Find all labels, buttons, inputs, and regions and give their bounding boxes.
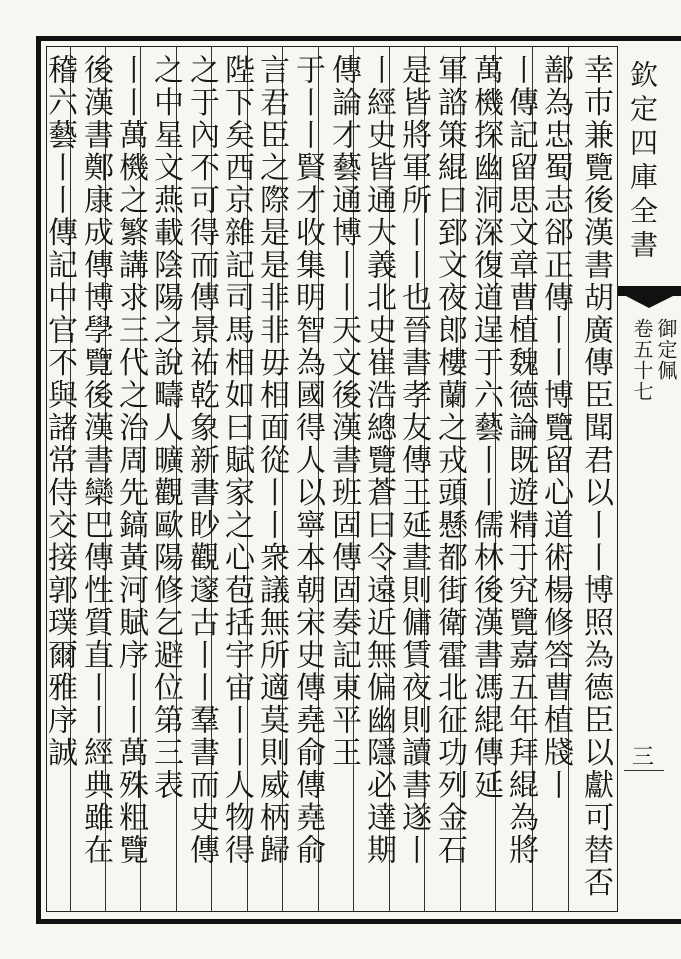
text-column-13: 之中星文燕載陰陽之說疇人曠觀歐陽修乞避位第三表 — [148, 54, 183, 802]
text-column-7: 丨經史皆通大義北史崔浩總覽蒼曰令遠近無偏幽隱必達期 — [361, 54, 396, 867]
text-column-4: 萬機探幽洞深復道逞于六藝丨丨儒林後漢書馮緄傳延 — [468, 54, 503, 802]
text-column-16: 稽六藝丨丨傳記中官不與諸常侍交接郭璞爾雅序誠 — [42, 54, 77, 769]
fish-tail-ornament — [618, 286, 681, 310]
page-number: 三 — [632, 745, 655, 770]
text-column-8: 傳論才藝通博丨丨天文後漢書班固傳固奏記東平王 — [326, 54, 361, 769]
text-column-3: 丨傳記留思文章曹植魏德論既遊精于究覽嘉五年拜緄為將 — [503, 54, 538, 867]
text-column-15: 後漢書鄭康成傳博學覽後漢書欒巴傳性質直丨丨經典雖在 — [78, 54, 113, 867]
text-column-11: 陛下矣西京雜記司馬相如曰賦家之心苞括宇宙丨丨人物得 — [219, 54, 254, 867]
text-column-1: 幸巿兼覽後漢書胡廣傳臣聞君以丨丨博照為德臣以獻可替否 — [578, 54, 613, 899]
page-number-rule — [624, 770, 664, 771]
text-column-9: 于丨丨賢才收集明智為國得人以寧本朝宋史傳堯俞傳堯俞 — [290, 54, 325, 867]
book-title: 欽定四庫全書 — [626, 60, 659, 264]
text-column-2: 鄯為忠蜀志郤正傳丨丨博覽留心道術楊修答曹植牋丨 — [538, 54, 573, 802]
text-column-10: 言君臣之際是是非非毋相面從丨丨衆議無所適莫則威柄歸 — [254, 54, 289, 867]
text-column-5: 軍諮策緄曰郅文夜郎樓蘭之戎頭懸都街衛霍北征功列金石 — [432, 54, 467, 867]
volume-number: 卷五十七 — [630, 318, 654, 402]
text-column-12: 之于內不可得而傳景祐乾象新書眇觀邃古丨丨羣書而史傳 — [184, 54, 219, 867]
text-column-14: 丨丨萬機之繁講求三代之治周先鎬黃河賦序丨丨萬殊粗覽 — [113, 54, 148, 867]
text-column-6: 是皆將軍所丨丨也晉書孝友傳王延晝則傭賃夜則讀書遂丨 — [396, 54, 431, 867]
section-title: 御定佩 — [654, 318, 678, 381]
